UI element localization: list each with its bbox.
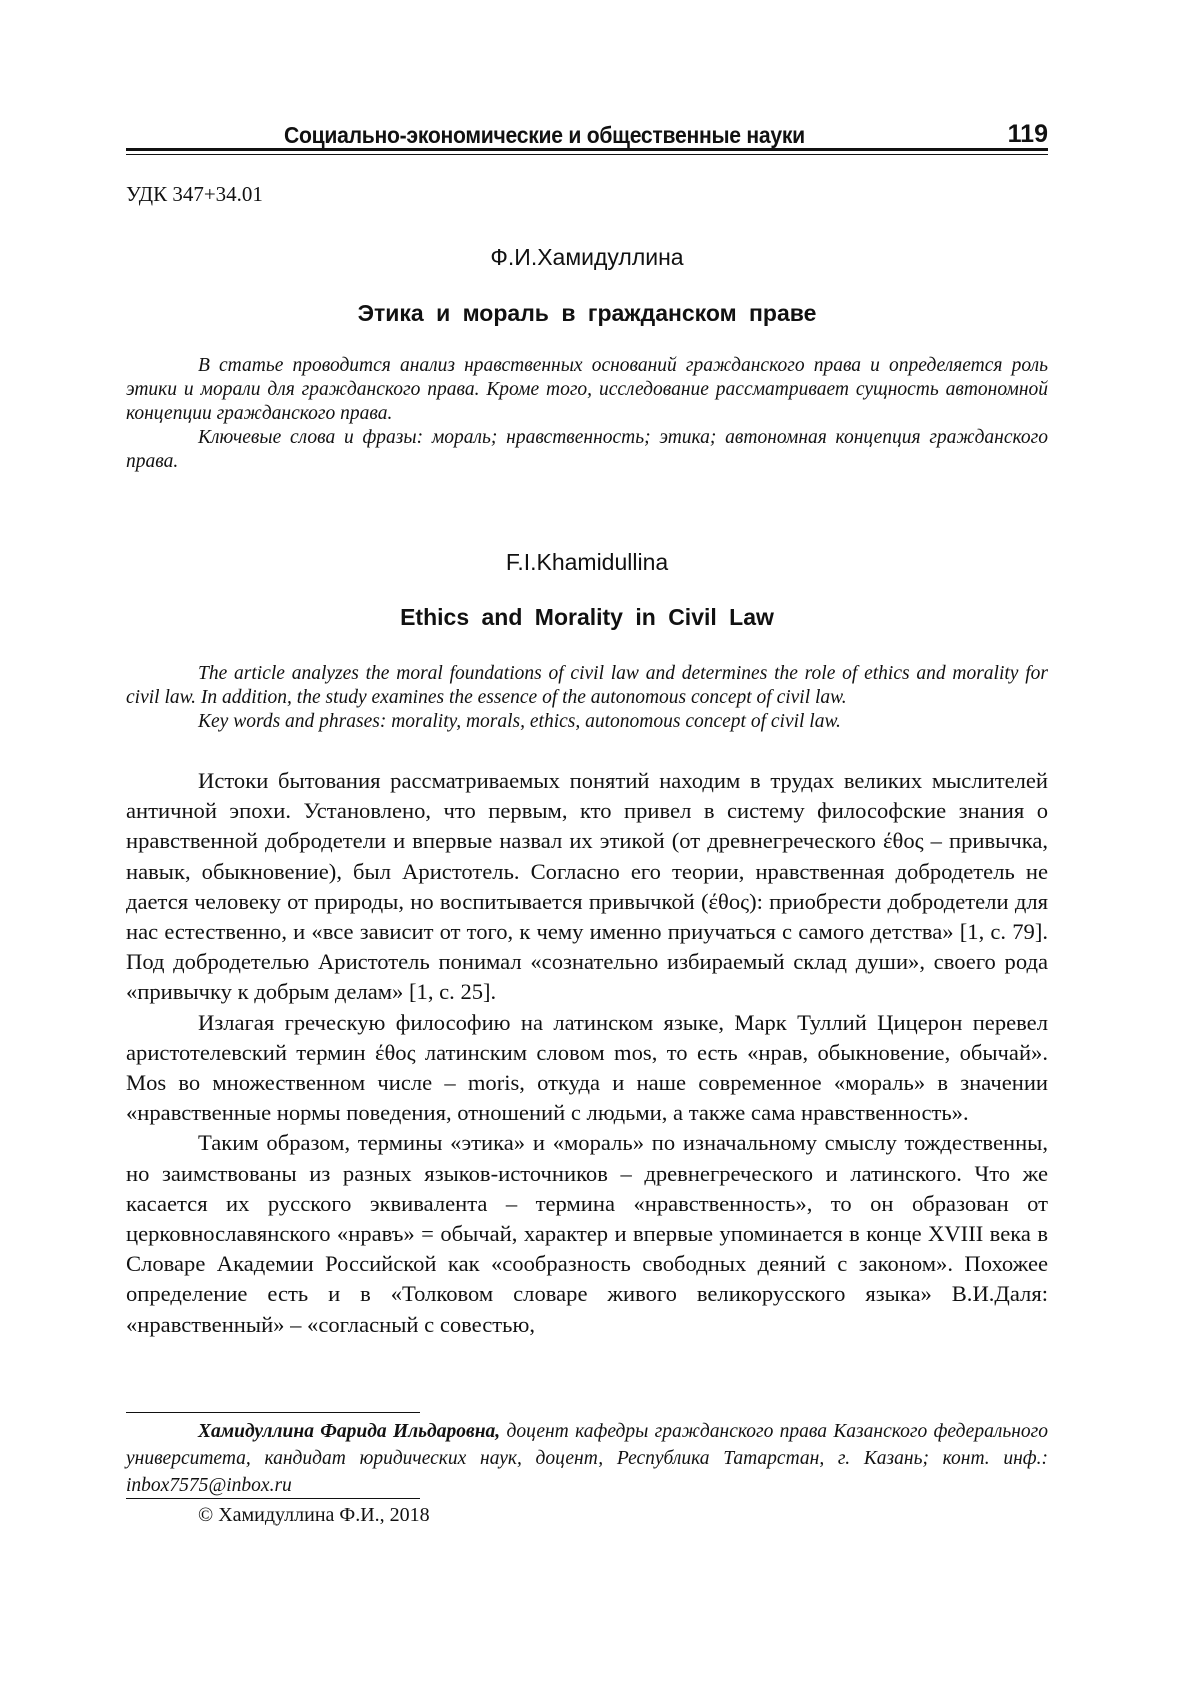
abstract-ru — [126, 354, 1048, 474]
body-paragraph: Истоки бытования рассматриваемых понятий находим в трудах великих мыслителей античной эпохи. Установлено, что первым, кто привел в систему философские знания о нравственной добродетели и впервые назвал их этикой (от древнегреческого έθος – привычка, навык, обыкновение), был Аристотель. Согласно его теории, нравственная добродетель не дается человеку от природы, но воспитывается привычкой (έθος): приобрести добродетели для нас естественно, и «все зависит от того, к чему именно приучаться с самого детства» [1, с. 79]. Под добродетелью Аристотель понимал «сознательно избираемый склад души», своего рода «привычку к добрым делам» [1, с. 25]. — [126, 768, 1048, 1005]
abstract-ru-text: В статье проводится анализ нравственных оснований гражданского права и определяется роль этики и морали для гражданского права. Кроме того, исследование рассматривает сущность автономной концепции гражданского права. — [126, 355, 1048, 424]
author-footnote — [126, 1418, 1048, 1499]
keywords-ru: Ключевые слова и фразы: мораль; нравственность; этика; автономная концепция гражданского права. — [126, 427, 1048, 472]
keywords-en: Key words and phrases: morality, morals, ethics, autonomous concept of civil law. — [198, 711, 841, 732]
author-en: F.I.Khamidullina — [505, 549, 669, 575]
header-rule-thin — [126, 154, 1048, 155]
copyright: © Хамидуллина Ф.И., 2018 — [198, 1504, 430, 1526]
body-paragraph: Таким образом, термины «этика» и «мораль» по изначальному смыслу тождественны, но заимствованы из разных языков-источников – древнегреческого и латинского. Что же касается их русского эквивалента – термина «нравственность», то он образован от церковнославянского «нравъ» = обычай, характер и впервые упоминается в конце XVIII века в Словаре Академии Российской как «сообразность свободных деяний с законом». Похожее определение есть и в «Толковом словаре живого великорусского языка» В.И.Даля: «нравственный» – «согласный с совестью, — [126, 1130, 1048, 1337]
copyright-rule — [126, 1498, 420, 1499]
journal-page — [126, 0, 1048, 1698]
running-title: Социально-экономические и общественные науки — [284, 122, 805, 148]
running-header — [126, 118, 1048, 152]
footnote-author-name: Хамидуллина Фарида Ильдаровна, — [198, 1421, 501, 1442]
udc-code: УДК 347+34.01 — [126, 182, 263, 206]
author-ru: Ф.И.Хамидуллина — [490, 244, 684, 270]
article-body — [126, 766, 1048, 1340]
abstract-en-text: The article analyzes the moral foundations of civil law and determines the role of ethics and morality for civil law. In addition, the study examines the essence of the autonomous concept of civil law. — [126, 663, 1048, 708]
footnote-rule — [126, 1412, 420, 1413]
footnote-author-info: доцент кафедры гражданского права Казанского федерального университета, кандидат юридических наук, доцент, Республика Татарстан, г. Казань; конт. инф.: inbox7575@inbox.ru — [126, 1421, 1048, 1496]
page-number: 119 — [1007, 120, 1048, 148]
body-paragraph: Излагая греческую философию на латинском языке, Марк Туллий Цицерон перевел аристотелевский термин έθος латинским словом mos, то есть «нрав, обыкновение, обычай». Mos во множественном числе – moris, откуда и наше современное «мораль» в значении «нравственные нормы поведения, отношений с людьми, а также сама нравственность». — [126, 1009, 1048, 1126]
abstract-en — [126, 662, 1048, 734]
footnote-paragraph — [126, 1418, 1048, 1499]
header-rule-thick — [126, 148, 1048, 151]
title-en: Ethics and Morality in Civil Law — [400, 604, 774, 630]
title-ru: Этика и мораль в гражданском праве — [357, 300, 817, 326]
